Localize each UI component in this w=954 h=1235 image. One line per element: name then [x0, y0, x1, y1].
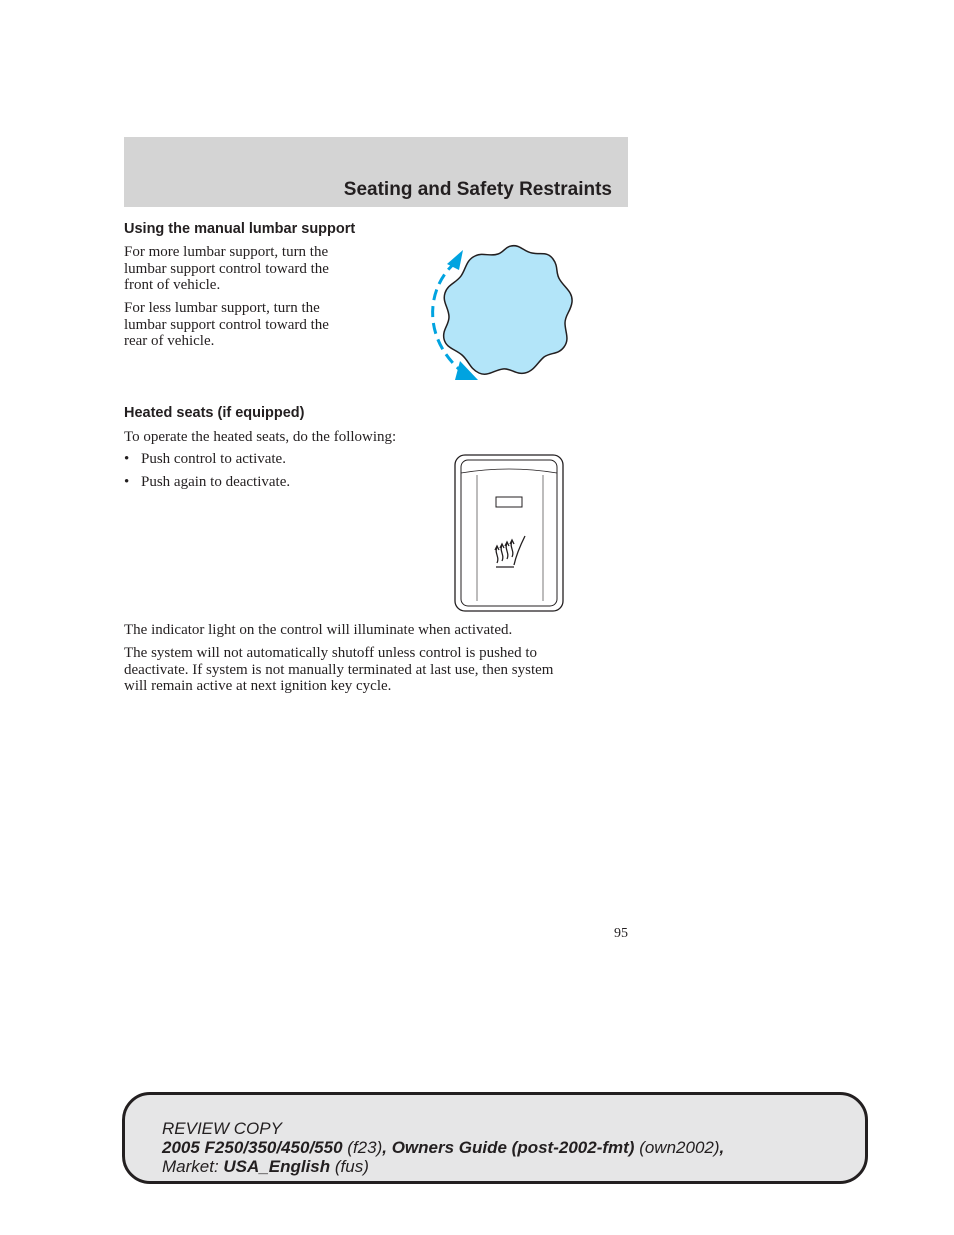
lumbar-knob-illustration	[420, 240, 585, 390]
footer-guide: Owners Guide (post-2002-fmt)	[391, 1138, 635, 1157]
review-footer	[122, 1092, 868, 1184]
indicator-light	[496, 497, 522, 507]
knob-icon	[444, 246, 572, 375]
footer-text	[162, 1119, 724, 1176]
section-title: Seating and Safety Restraints	[343, 179, 612, 200]
text-line: rear of vehicle.	[124, 333, 215, 349]
page-number: 95	[614, 926, 628, 941]
text-line: The system will not automatically shutoff unless control is pushed to	[124, 645, 538, 661]
text-line: will remain active at next ignition key cycle.	[124, 678, 392, 694]
bullet-icon: •	[124, 474, 130, 490]
heated-intro: To operate the heated seats, do the following:	[124, 429, 397, 445]
footer-separator: ,	[719, 1138, 725, 1157]
footer-review-copy: REVIEW COPY	[162, 1119, 282, 1138]
footer-separator: ,	[382, 1138, 392, 1157]
text-line: For more lumbar support, turn the	[124, 244, 329, 260]
text-line: lumbar support control toward the	[124, 260, 329, 277]
footer-market-line	[162, 1157, 724, 1176]
shutoff-note	[124, 645, 553, 695]
text-line: lumbar support control toward the	[124, 316, 329, 333]
footer-market-label: Market:	[162, 1157, 224, 1176]
section-header-band	[124, 137, 628, 207]
list-item	[124, 451, 286, 468]
list-item	[124, 474, 290, 491]
heated-seat-switch-illustration	[450, 451, 570, 617]
footer-model-line	[162, 1138, 724, 1157]
footer-guide-code: (own2002)	[634, 1138, 720, 1157]
footer-market: USA_English	[223, 1157, 331, 1176]
lumbar-para-less	[124, 300, 329, 350]
text-line: front of vehicle.	[124, 277, 221, 293]
indicator-note: The indicator light on the control will illuminate when activated.	[124, 622, 513, 638]
footer-market-code: (fus)	[330, 1157, 369, 1176]
bullet-icon: •	[124, 451, 130, 467]
footer-model-code: (f23)	[342, 1138, 383, 1157]
bullet-text: Push control to activate.	[141, 451, 286, 467]
footer-model: 2005 F250/350/450/550	[162, 1138, 343, 1157]
lumbar-heading: Using the manual lumbar support	[124, 221, 356, 237]
switch-button	[461, 460, 557, 606]
bullet-text: Push again to deactivate.	[141, 474, 291, 490]
text-line: For less lumbar support, turn the	[124, 300, 320, 316]
heated-heading: Heated seats (if equipped)	[124, 405, 305, 421]
text-line: deactivate. If system is not manually terminated at last use, then system	[124, 661, 554, 678]
lumbar-para-more	[124, 244, 329, 294]
